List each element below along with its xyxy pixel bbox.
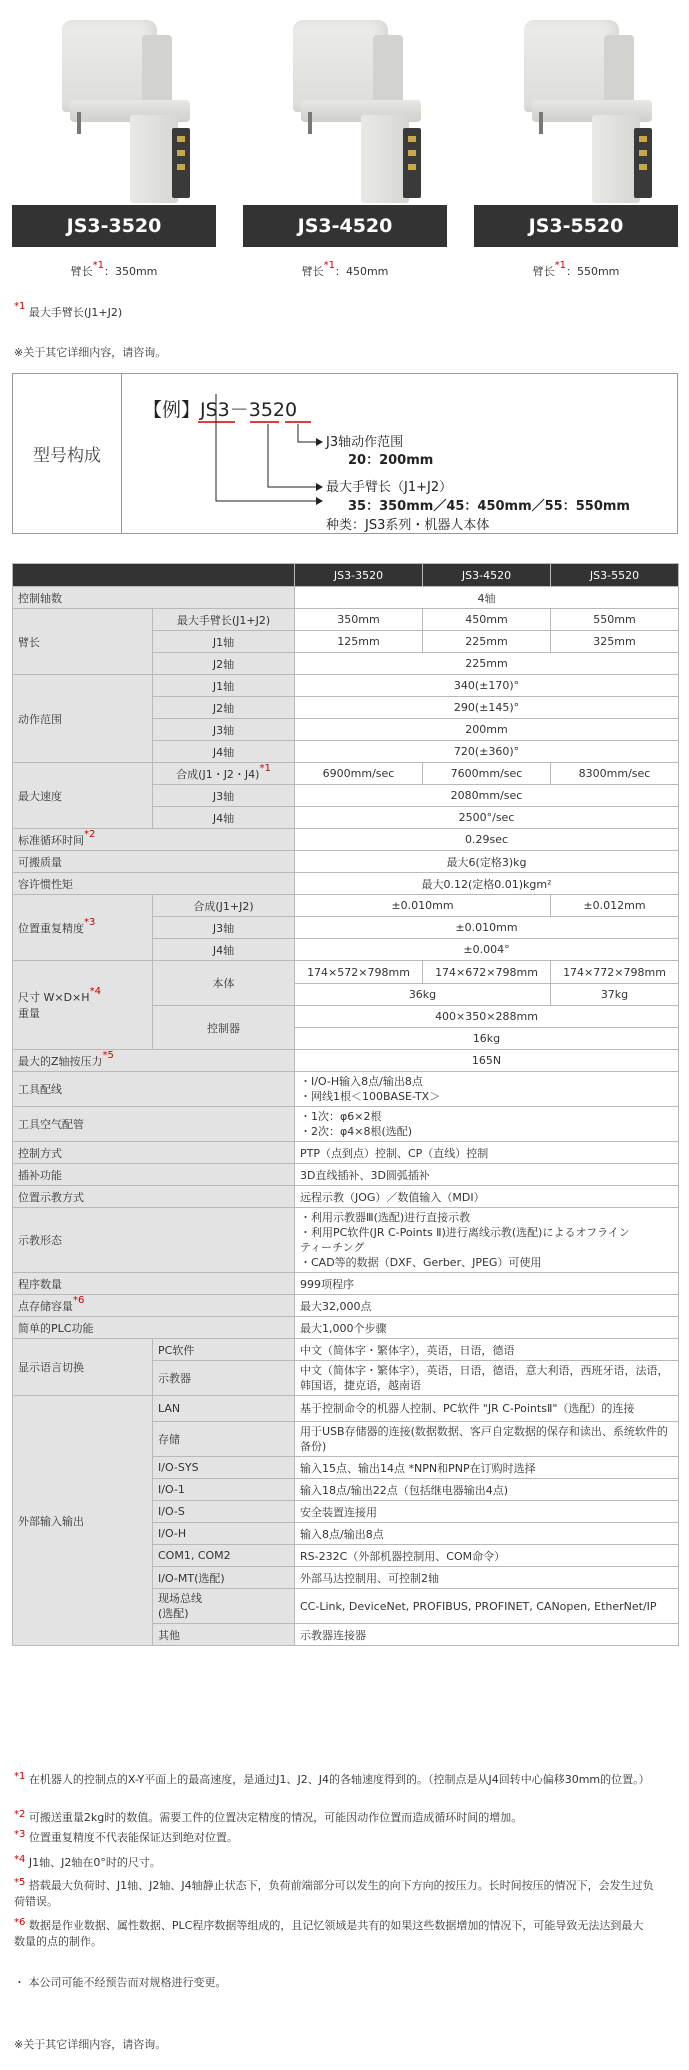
- table-row: 位置示教方式 远程示教（JOG）／数值输入（MDI）: [13, 1186, 679, 1208]
- model-line3: 种类：JS3系列・机器人本体: [326, 518, 490, 533]
- table-row: I/O-MT(选配) 外部马达控制用、可控制2轴: [13, 1567, 679, 1589]
- footnote-1: *1 在机器人的控制点的X-Y平面上的最高速度，是通过J1、J2、J4的各轴速度得到的。（控制点是从J4回转中心偏移30mm的位置。）: [14, 1771, 650, 1786]
- model-line2: 最大手臂长（J1+J2）: [326, 480, 453, 495]
- footnote-arm: *1 最大手臂长(J1+J2): [14, 301, 123, 319]
- table-row: 16kg: [13, 1028, 679, 1050]
- table-row: 插补功能 3D直线插补、3D圆弧插补: [13, 1164, 679, 1186]
- table-row: COM1, COM2 RS-232C（外部机器控制用、COM命令）: [13, 1545, 679, 1567]
- table-row: 最大速度 合成(J1・J2・J4)*1 6900mm/sec 7600mm/sec 8300mm/sec: [13, 763, 679, 785]
- model-line1b: 20：200mm: [348, 453, 434, 468]
- arm-length: 臂长*1：450mm: [301, 260, 389, 278]
- table-row: I/O-SYS 输入15点、输出14点 *NPN和PNP在订购时选择: [13, 1457, 679, 1479]
- table-row: J3轴 2080mm/sec: [13, 785, 679, 807]
- table-row: 现场总线 (选配) CC-Link, DeviceNet, PROFIBUS, PROFINET, CANopen, EtherNet/IP: [13, 1589, 679, 1624]
- table-row: J1轴 125mm 225mm 325mm: [13, 631, 679, 653]
- table-row: J3轴 ±0.010mm: [13, 917, 679, 939]
- model-line1: J3轴动作范围: [326, 435, 404, 450]
- table-row: I/O-S 安全装置连接用: [13, 1501, 679, 1523]
- table-row: 尺寸 W×D×H*4 重量 本体 174×572×798mm 174×672×798mm 174×772×798mm: [13, 961, 679, 984]
- robot-image: [243, 0, 447, 205]
- table-row: 显示语言切换 PC软件 中文（简体字・繁体字），英语，日语，德语: [13, 1339, 679, 1361]
- footnote-2: *2 可搬送重量2kg时的数值。需要工件的位置决定精度的情况，可能因动作位置而造成循环时间的增加。: [14, 1809, 523, 1824]
- table-row: 简单的PLC功能 最大1,000个步骤: [13, 1317, 679, 1339]
- model-example: 【例】JS3－3520: [143, 399, 298, 421]
- table-row: 36kg 37kg: [13, 984, 679, 1006]
- table-row: I/O-1 输入18点/输出22点（包括继电器输出4点): [13, 1479, 679, 1501]
- arm-length: 臂长*1：350mm: [70, 260, 158, 278]
- table-row: 存储 用于USB存储器的连接(数据数据、客戸自定数据的保存和读出、系统软件的备份): [13, 1422, 679, 1457]
- table-header: [13, 564, 679, 587]
- table-row: 点存储容量*6 最大32,000点: [13, 1295, 679, 1317]
- product-name: JS3-3520: [12, 205, 216, 247]
- table-row: 示教器 中文（简体字・繁体字），英语，日语，德语，意大利语，西班牙语，法语，韩国语，捷克语，越南语: [13, 1361, 679, 1396]
- table-row: 工具配线 ・I/O-H输入8点/输出8点 ・网线1根＜100BASE-TX＞: [13, 1072, 679, 1107]
- table-row: 标准循环时间*2 0.29sec: [13, 829, 679, 851]
- table-row: 其他 示教器连接器: [13, 1624, 679, 1646]
- model-diagram: [123, 374, 677, 533]
- table-row: J2轴 290(±145)°: [13, 697, 679, 719]
- table-row: J3轴 200mm: [13, 719, 679, 741]
- table-row: J4轴 720(±360)°: [13, 741, 679, 763]
- table-row: 位置重复精度*3 合成(J1+J2) ±0.010mm ±0.012mm: [13, 895, 679, 917]
- product-name: JS3-4520: [243, 205, 447, 247]
- product-name: JS3-5520: [474, 205, 678, 247]
- table-row: 可搬质量 最大6(定格3)kg: [13, 851, 679, 873]
- table-row: 控制轴数 4轴: [13, 587, 679, 609]
- table-row: 控制器 400×350×288mm: [13, 1006, 679, 1028]
- product-card-3: [474, 0, 678, 279]
- header-model-3: JS3-5520: [551, 564, 679, 587]
- table-row: 最大的Z轴按压力*5 165N: [13, 1050, 679, 1072]
- table-row: J4轴 2500°/sec: [13, 807, 679, 829]
- table-row: J2轴 225mm: [13, 653, 679, 675]
- footnote-3: *3 位置重复精度不代表能保证达到绝对位置。: [14, 1829, 238, 1844]
- product-card-1: [12, 0, 216, 279]
- header-model-2: JS3-4520: [423, 564, 551, 587]
- table-row: 外部输入输出 LAN 基于控制命令的机器人控制、PC软件 "JR C-PointsⅡ"（选配）的连接: [13, 1396, 679, 1422]
- consult-note: ※关于其它详细内容，请咨询。: [14, 346, 167, 359]
- table-row: 容许惯性矩 最大0.12(定格0.01)kgm²: [13, 873, 679, 895]
- robot-image: [12, 0, 216, 205]
- robot-image: [474, 0, 678, 205]
- model-line2b: 35：350mm／45：450mm／55：550mm: [348, 499, 630, 514]
- table-row: 动作范围 J1轴 340(±170)°: [13, 675, 679, 697]
- spec-change-note: ・ 本公司可能不经预告而对规格进行变更。: [14, 1976, 227, 1989]
- table-row: I/O-H 输入8点/输出8点: [13, 1523, 679, 1545]
- footnote-6: *6 数据是作业数据、属性数据、PLC程序数据等组成的，且记忆领域是共有的如果这些数据增加的情况下，可能导致无法达到最大数量的点的制作。: [14, 1917, 644, 1948]
- product-card-2: [243, 0, 447, 279]
- model-label: 型号构成: [13, 374, 122, 533]
- table-row: 臂长 最大手臂长(J1+J2) 350mm 450mm 550mm: [13, 609, 679, 631]
- table-row: 示教形态 ・利用示教器Ⅲ(选配)进行直接示教 ・利用PC软件(JR C-Points Ⅱ)进行离线示教(选配)によるオフライン ティーチング ・CAD等的数据（DXF、Gerber、JPEG）可使用: [13, 1208, 679, 1273]
- consult-note-bottom: ※关于其它详细内容，请咨询。: [14, 2038, 167, 2051]
- model-composition: [12, 373, 678, 534]
- footnote-4: *4 J1轴、J2轴在0°时的尺寸。: [14, 1854, 161, 1869]
- spec-table: [12, 563, 679, 1646]
- table-row: 控制方式 PTP（点到点）控制、CP（直线）控制: [13, 1142, 679, 1164]
- table-row: J4轴 ±0.004°: [13, 939, 679, 961]
- header-model-1: JS3-3520: [295, 564, 423, 587]
- table-row: 工具空气配管 ・1次：φ6×2根 ・2次：φ4×8根(选配): [13, 1107, 679, 1142]
- footnote-5: *5 搭载最大负荷时、J1轴、J2轴、J4轴静止状态下，负荷前端部分可以发生的向下方向的按压力。长时间按压的情况下，会发生过负荷错误。: [14, 1877, 654, 1908]
- table-row: 程序数量 999项程序: [13, 1273, 679, 1295]
- arm-length: 臂长*1：550mm: [532, 260, 620, 278]
